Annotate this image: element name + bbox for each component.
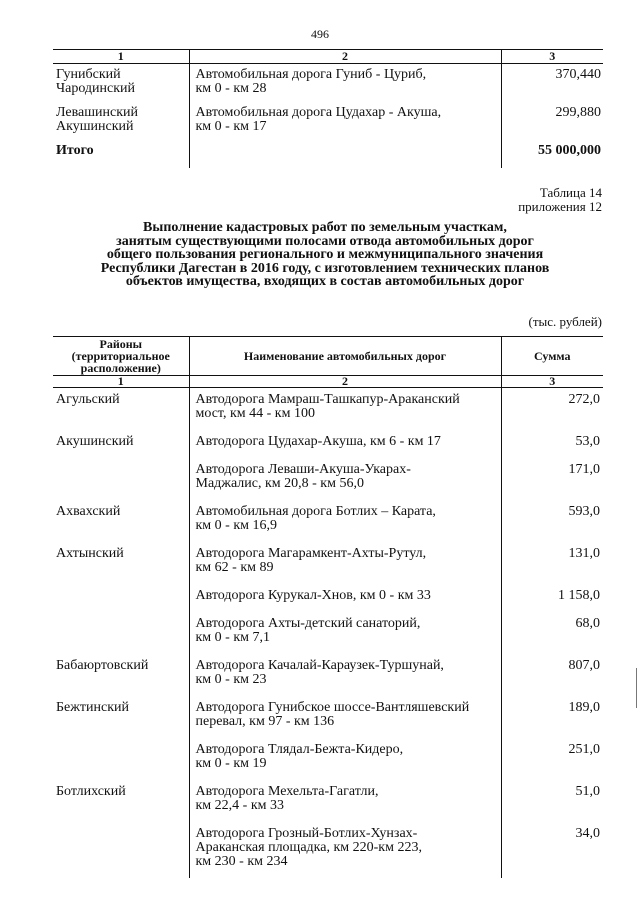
- main-table: [53, 336, 603, 878]
- amount-cell-line: 51,0: [575, 784, 600, 799]
- district-cell: [53, 102, 189, 140]
- heading-line: общего пользования регионального и межмуниципального значения: [106, 247, 544, 262]
- road-cell-line: Автодорога Леваши-Акуша-Укарах-: [195, 462, 411, 477]
- col-number-1: 1: [53, 50, 189, 64]
- road-cell-line: Автодорога Ахты-детский санаторий,: [195, 616, 421, 631]
- road-cell: [189, 612, 501, 654]
- road-cell: [189, 458, 501, 500]
- district-cell-line: Ботлихский: [56, 784, 126, 799]
- district-cell: [53, 64, 189, 103]
- district-cell: [53, 458, 189, 500]
- amount-cell-line: 68,0: [575, 616, 600, 631]
- road-cell: [189, 388, 501, 431]
- amount-cell: [501, 542, 603, 584]
- col-number-3: 3: [501, 376, 603, 388]
- road-cell-line: Автодорога Мехельта-Гагатли,: [195, 784, 379, 799]
- amount-cell-line: 1 158,0: [558, 588, 600, 603]
- road-cell-line: Араканская площадка, км 220-км 223,: [195, 840, 422, 855]
- road-cell-line: км 0 - км 17: [195, 119, 267, 134]
- amount-cell: [501, 654, 603, 696]
- scan-edge-mark: [636, 668, 637, 708]
- road-cell-line: км 0 - км 28: [195, 81, 267, 96]
- amount-cell-line: 171,0: [568, 462, 600, 477]
- road-cell: [189, 64, 501, 103]
- road-cell-line: Автомобильная дорога Цудахар - Акуша,: [195, 105, 442, 120]
- total-empty: [189, 140, 501, 168]
- table-row: [53, 388, 603, 431]
- amount-cell-line: 189,0: [568, 700, 600, 715]
- road-cell-line: км 22,4 - км 33: [195, 798, 284, 813]
- amount-cell-line: 299,880: [555, 105, 601, 120]
- amount-cell: [501, 430, 603, 458]
- amount-cell-line: 53,0: [575, 434, 600, 449]
- col-number-1: 1: [53, 376, 189, 388]
- road-cell: [189, 542, 501, 584]
- total-amount: [501, 140, 603, 168]
- table-row: [53, 102, 603, 140]
- amount-cell-line: 593,0: [568, 504, 600, 519]
- amount-cell: [501, 458, 603, 500]
- table-row: [53, 458, 603, 500]
- road-cell: [189, 584, 501, 612]
- header-road: Наименование автомобильных дорог: [189, 337, 501, 376]
- table-row: [53, 822, 603, 878]
- district-cell-line: Акушинский: [56, 434, 134, 449]
- table-row: [53, 584, 603, 612]
- road-cell-line: Автодорога Цудахар-Акуша, км 6 - км 17: [195, 434, 441, 449]
- road-cell: [189, 430, 501, 458]
- district-cell-line: Ахвахский: [56, 504, 121, 519]
- table-row: [53, 696, 603, 738]
- table-heading: [50, 221, 600, 289]
- district-cell: [53, 612, 189, 654]
- district-cell: [53, 430, 189, 458]
- district-cell-line: Ахтынский: [56, 546, 124, 561]
- table-row: [53, 542, 603, 584]
- amount-cell: [501, 102, 603, 140]
- road-cell: [189, 822, 501, 878]
- heading-line: Выполнение кадастровых работ по земельным участкам,: [143, 220, 507, 235]
- table-row: [53, 612, 603, 654]
- col-number-2: 2: [189, 376, 501, 388]
- district-cell: [53, 388, 189, 431]
- road-cell-line: Автодорога Тлядал-Бежта-Кидеро,: [195, 742, 404, 757]
- district-cell-line: Бабаюртовский: [56, 658, 149, 673]
- road-cell-line: км 0 - км 23: [195, 672, 267, 687]
- district-cell: [53, 500, 189, 542]
- district-cell-line: Бежтинский: [56, 700, 130, 715]
- road-cell-line: Автомобильная дорога Гуниб - Цуриб,: [195, 67, 427, 82]
- road-cell-line: Автодорога Гунибское шоссе-Вантляшевский: [195, 700, 470, 715]
- amount-cell: [501, 738, 603, 780]
- road-cell-line: км 62 - км 89: [195, 560, 274, 575]
- header-district-line: (территориальное: [71, 349, 170, 363]
- road-cell-line: км 230 - км 234: [195, 854, 288, 869]
- heading-line: Республики Дагестан в 2016 году, с изготовлением технических планов: [100, 260, 550, 276]
- main-table-header-row: [53, 337, 603, 376]
- table-row: [53, 64, 603, 103]
- total-amount-line: 55 000,000: [538, 143, 601, 158]
- table-row: [53, 500, 603, 542]
- amount-cell: [501, 500, 603, 542]
- road-cell-line: Автодорога Магарамкент-Ахты-Рутул,: [195, 546, 427, 561]
- road-cell-line: Автомобильная дорога Ботлих – Карата,: [195, 504, 436, 519]
- amount-cell-line: 251,0: [568, 742, 600, 757]
- amount-cell-line: 131,0: [568, 546, 600, 561]
- amount-cell-line: 34,0: [575, 826, 600, 841]
- top-table-col-numbers: [53, 50, 603, 64]
- road-cell: [189, 500, 501, 542]
- road-cell: [189, 102, 501, 140]
- district-cell: [53, 654, 189, 696]
- page-number: 496: [311, 27, 329, 41]
- road-cell: [189, 696, 501, 738]
- district-cell-line: Левашинский: [56, 105, 139, 120]
- district-cell: [53, 542, 189, 584]
- heading-line: объектов имущества, входящих в состав автомобильных дорог: [125, 274, 525, 289]
- amount-cell: [501, 584, 603, 612]
- top-table: [53, 49, 603, 168]
- road-cell: [189, 780, 501, 822]
- amount-cell-line: 272,0: [568, 392, 600, 407]
- total-label: [53, 140, 189, 168]
- district-cell-line: Чародинский: [56, 81, 136, 96]
- header-district-line: Районы: [99, 337, 143, 351]
- table-reference: [518, 186, 602, 214]
- header-district-line: расположение): [80, 361, 161, 375]
- table-reference-line-2: приложения 12: [518, 199, 602, 214]
- road-cell-line: Автодорога Грозный-Ботлих-Хунзах-: [195, 826, 418, 841]
- amount-cell: [501, 612, 603, 654]
- amount-cell: [501, 696, 603, 738]
- amount-cell: [501, 780, 603, 822]
- amount-cell-line: 807,0: [568, 658, 600, 673]
- table-reference-line-1: Таблица 14: [539, 185, 602, 200]
- col-number-3: 3: [501, 50, 603, 64]
- district-cell-line: Агульский: [56, 392, 120, 407]
- table-row: [53, 654, 603, 696]
- road-cell-line: км 0 - км 16,9: [195, 518, 277, 533]
- road-cell-line: Маджалис, км 20,8 - км 56,0: [195, 476, 364, 491]
- units-label: (тыс. рублей): [528, 314, 602, 329]
- district-cell: [53, 584, 189, 612]
- road-cell-line: перевал, км 97 - км 136: [195, 714, 335, 729]
- total-label-line: Итого: [56, 143, 94, 158]
- heading-line: занятым существующими полосами отвода автомобильных дорог: [116, 233, 534, 249]
- district-cell: [53, 738, 189, 780]
- road-cell-line: км 0 - км 7,1: [195, 630, 270, 645]
- road-cell: [189, 738, 501, 780]
- total-row: [53, 140, 603, 168]
- road-cell-line: Автодорога Курукал-Хнов, км 0 - км 33: [195, 588, 431, 603]
- road-cell-line: км 0 - км 19: [195, 756, 267, 771]
- district-cell: [53, 696, 189, 738]
- table-row: [53, 738, 603, 780]
- table-row: [53, 430, 603, 458]
- road-cell-line: мост, км 44 - км 100: [195, 406, 315, 421]
- road-cell-line: Автодорога Качалай-Караузек-Туршунай,: [195, 658, 444, 673]
- header-amount: Сумма: [501, 337, 603, 376]
- district-cell-line: Акушинский: [56, 119, 134, 134]
- road-cell-line: Автодорога Мамраш-Ташкапур-Араканский: [195, 392, 460, 407]
- header-district: [53, 337, 189, 376]
- district-cell: [53, 822, 189, 878]
- amount-cell-line: 370,440: [555, 67, 601, 82]
- road-cell: [189, 654, 501, 696]
- col-number-2: 2: [189, 50, 501, 64]
- table-row: [53, 780, 603, 822]
- amount-cell: [501, 388, 603, 431]
- amount-cell: [501, 64, 603, 103]
- amount-cell: [501, 822, 603, 878]
- district-cell-line: Гунибский: [56, 67, 121, 82]
- main-table-col-numbers: [53, 376, 603, 388]
- district-cell: [53, 780, 189, 822]
